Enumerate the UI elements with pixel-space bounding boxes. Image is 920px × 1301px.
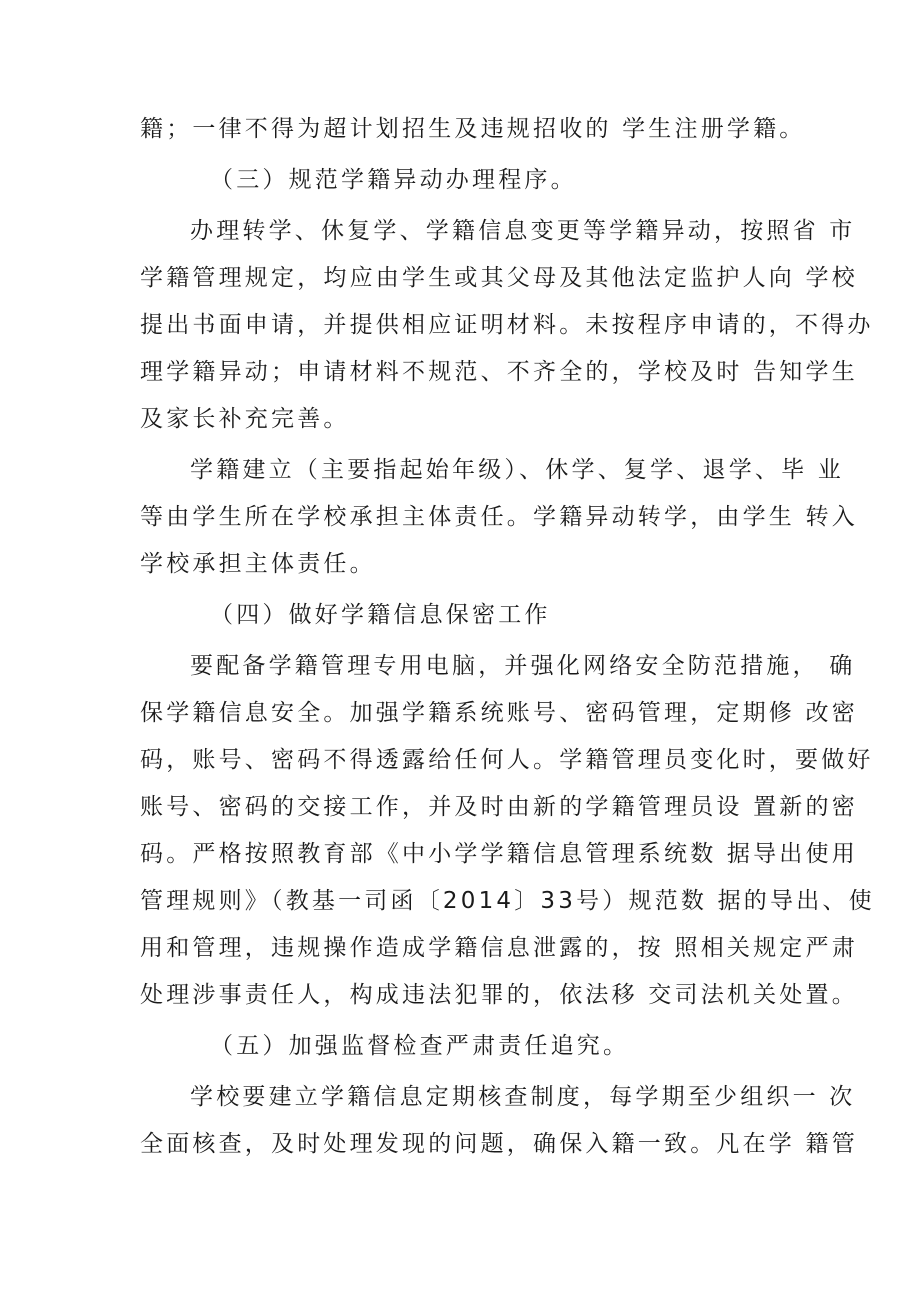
text-line: 保学籍信息安全。加强学籍系统账号、密码管理，定期修 改密 [140, 700, 858, 726]
text-line: 等由学生所在学校承担主体责任。学籍异动转学，由学生 转入 [140, 504, 858, 530]
text-line: 及家长补充完善。 [140, 406, 350, 432]
paragraph-first-line: 要配备学籍管理专用电脑，并强化网络安全防范措施， 确 [190, 653, 856, 679]
text-line: 学籍管理规定，均应由学生或其父母及其他法定监护人向 学校 [140, 265, 858, 291]
section-heading: （五）加强监督检查严肃责任追究。 [210, 1033, 630, 1059]
section-heading: （三）规范学籍异动办理程序。 [210, 167, 577, 193]
text-line: 处理涉事责任人，构成违法犯罪的，依法移 交司法机关处置。 [140, 982, 858, 1008]
text-line: 学校承担主体责任。 [140, 551, 376, 577]
text-line: 管理规则》（教基一司函〔2014〕33号）规范数 据的导出、使 [140, 888, 875, 914]
text-line: 码。严格按照教育部《中小学学籍信息管理系统数 据导出使用 [140, 841, 858, 867]
text-line: 理学籍异动；申请材料不规范、不齐全的，学校及时 告知学生 [140, 359, 858, 385]
paragraph-first-line: 办理转学、休复学、学籍信息变更等学籍异动，按照省 市 [190, 218, 856, 244]
text-line: 提出书面申请，并提供相应证明材料。未按程序申请的，不得办 [140, 312, 874, 338]
paragraph-first-line: 学校要建立学籍信息定期核查制度，每学期至少组织一 次 [190, 1084, 856, 1110]
text-line: 码，账号、密码不得透露给任何人。学籍管理员变化时，要做好 [140, 747, 874, 773]
text-line: 籍；一律不得为超计划招生及违规招收的 学生注册学籍。 [140, 116, 806, 142]
text-line: 全面核查，及时处理发现的问题，确保入籍一致。凡在学 籍管 [140, 1131, 858, 1157]
paragraph-first-line: 学籍建立（主要指起始年级）、休学、复学、退学、毕 业 [190, 457, 845, 483]
text-line: 账号、密码的交接工作，并及时由新的学籍管理员设 置新的密 [140, 794, 858, 820]
section-heading: （四）做好学籍信息保密工作 [210, 602, 551, 628]
text-line: 用和管理，违规操作造成学籍信息泄露的，按 照相关规定严肃 [140, 935, 858, 961]
